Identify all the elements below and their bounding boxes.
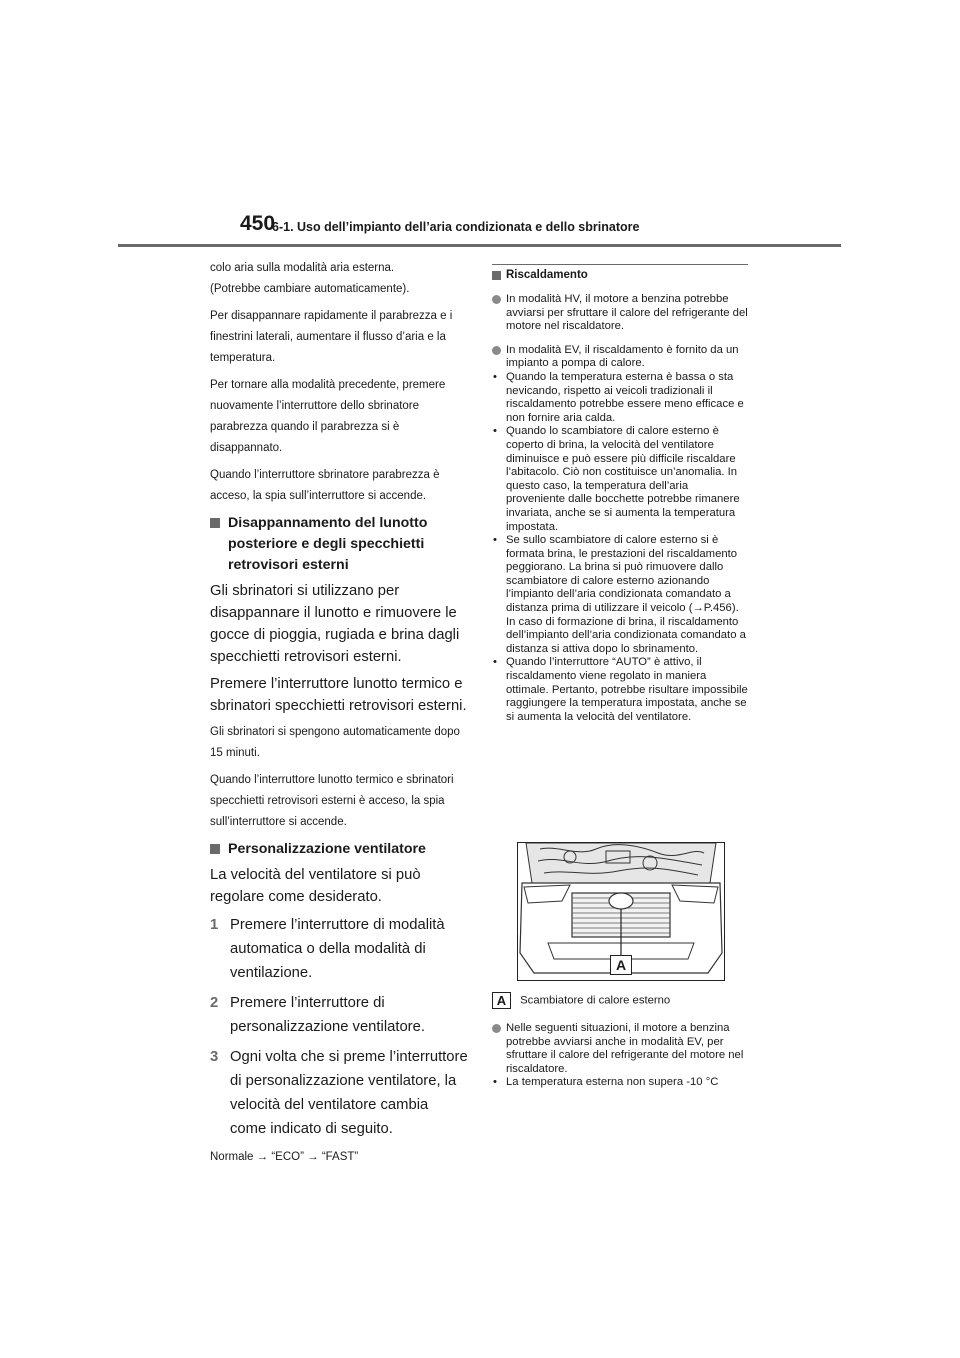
step-item xyxy=(210,1045,468,1141)
square-bullet-icon xyxy=(492,271,501,280)
sub-item xyxy=(492,656,750,724)
section-heading-heating xyxy=(492,268,750,283)
paragraph: Premere l’interruttore lunotto termico e sbrinatori specchietti retrovisori esterni. xyxy=(210,676,467,714)
sub-list xyxy=(492,371,750,724)
right-column xyxy=(492,268,750,734)
sub-bullet-icon: • xyxy=(493,534,497,547)
sub-bullet-icon: • xyxy=(493,656,497,669)
paragraph: Gli sbrinatori si utilizzano per disappannare il lunotto e rimuovere le gocce di pioggia, rugiada e brina dagli specchietti retrovisori esterni. xyxy=(210,583,460,665)
figure-callout-label: A xyxy=(610,955,632,975)
sub-item xyxy=(492,425,750,534)
header-rule xyxy=(118,244,841,247)
fan-speed-sequence: Normale → “ECO” → “FAST” xyxy=(210,1151,359,1163)
sub-text: Quando la temperatura esterna è bassa o sta nevicando, rispetto ai veicoli tradizionali il riscaldamento potrebbe essere meno efficace e non fornire aria calda. xyxy=(506,370,744,424)
paragraph: Quando l’interruttore lunotto termico e sbrinatori specchietti retrovisori esterni è acceso, la spia sull’interruttore si accende. xyxy=(210,774,454,828)
sub-text: Quando lo scambiatore di calore esterno è coperto di brina, la velocità del ventilatore diminuisce e può essere più difficile riscaldare l’abitacolo. Ciò non costituisce un’anomalia. In questo caso, la temperatura dell’aria proveniente dalle bocchette potrebbe rimanere invariata, anche se si aumenta la temperatura impostata. xyxy=(506,425,740,533)
step-text: Premere l’interruttore di modalità automatica o della modalità di ventilazione. xyxy=(230,917,445,981)
section-heading-rear-defogger xyxy=(210,513,468,576)
caption-label-box: A xyxy=(492,992,511,1009)
paragraph: La velocità del ventilatore si può regolare come desiderato. xyxy=(210,867,421,905)
right-column-continued xyxy=(492,1022,750,1090)
chapter-title: 6-1. Uso dell’impianto dell’aria condizionata e dello sbrinatore xyxy=(272,220,640,234)
paragraph: Per disappannare rapidamente il parabrezza e i finestrini laterali, aumentare il flusso d’aria e la temperatura. xyxy=(210,310,453,364)
paragraph-line: colo aria sulla modalità aria esterna. xyxy=(210,262,395,274)
sub-item xyxy=(492,534,750,656)
square-bullet-icon xyxy=(210,844,220,854)
sub-bullet-icon: • xyxy=(493,370,497,383)
caption-text: Scambiatore di calore esterno xyxy=(520,994,671,1007)
paragraph-line: (Potrebbe cambiare automaticamente). xyxy=(210,283,410,295)
sub-text: La temperatura esterna non supera -10 °C xyxy=(506,1076,719,1089)
paragraph: Gli sbrinatori si spengono automaticamente dopo 15 minuti. xyxy=(210,726,460,759)
bullet-item xyxy=(492,293,750,334)
sub-item xyxy=(492,1076,750,1090)
step-text: Premere l’interruttore di personalizzazione ventilatore. xyxy=(230,995,425,1035)
column-rule xyxy=(492,264,748,265)
bullet-item xyxy=(492,1022,750,1076)
paragraph: Quando l’interruttore sbrinatore parabrezza è acceso, la spia sull’interruttore si accende. xyxy=(210,469,440,502)
bullet-text: Nelle seguenti situazioni, il motore a benzina potrebbe avviarsi anche in modalità EV, per sfruttare il calore del refrigerante del motore nel riscaldatore. xyxy=(506,1022,744,1075)
section-heading-fan-customization xyxy=(210,839,468,860)
heading-text: Riscaldamento xyxy=(506,269,588,281)
round-bullet-icon xyxy=(492,346,501,355)
square-bullet-icon xyxy=(210,518,220,528)
step-item xyxy=(210,991,468,1039)
sub-text: Quando l’interruttore “AUTO” è attivo, il riscaldamento viene regolato in maniera ottimale. Pertanto, potrebbe risultare impossibile raggiungere la temperatura impostata, anche se si aumenta la velocità del ventilatore. xyxy=(506,656,748,723)
sub-item xyxy=(492,371,750,425)
round-bullet-icon xyxy=(492,1024,501,1033)
sub-bullet-icon: • xyxy=(493,1076,497,1089)
sub-text: Se sullo scambiatore di calore esterno si è formata brina, le prestazioni del riscaldamento peggiorano. La brina si può rimuovere dallo scambiatore di calore esterno azionando l’impianto dell’aria condizionata comandato a distanza prima di utilizzare il veicolo (→P.456). In caso di formazione di brina, il riscaldamento dell’impianto dell’aria condizionata comandato a distanza si attiva dopo lo sbrinamento. xyxy=(506,534,746,655)
bullet-text: In modalità HV, il motore a benzina potrebbe avviarsi per sfruttare il calore del refrigerante del motore nel riscaldatore. xyxy=(506,293,748,333)
bullet-item xyxy=(492,344,750,371)
step-number: 2 xyxy=(210,995,219,1011)
heading-text: Disappannamento del lunotto posteriore e degli specchietti retrovisori esterni xyxy=(228,515,428,573)
step-number: 3 xyxy=(210,1049,219,1065)
paragraph: Per tornare alla modalità precedente, premere nuovamente l’interruttore dello sbrinatore parabrezza quando il parabrezza si è disappannato. xyxy=(210,379,446,454)
figure-caption xyxy=(492,992,670,1009)
sub-bullet-icon: • xyxy=(493,425,497,438)
step-text: Ogni volta che si preme l’interruttore di personalizzazione ventilatore, la velocità del ventilatore cambia come indicato di seguito. xyxy=(230,1049,468,1137)
left-column xyxy=(210,258,468,1174)
bullet-text: In modalità EV, il riscaldamento è fornito da un impianto a pompa di calore. xyxy=(506,343,739,370)
heading-text: Personalizzazione ventilatore xyxy=(228,841,426,857)
step-item xyxy=(210,913,468,985)
round-bullet-icon xyxy=(492,295,501,304)
page-number: 450 xyxy=(240,212,276,235)
step-number: 1 xyxy=(210,917,219,933)
